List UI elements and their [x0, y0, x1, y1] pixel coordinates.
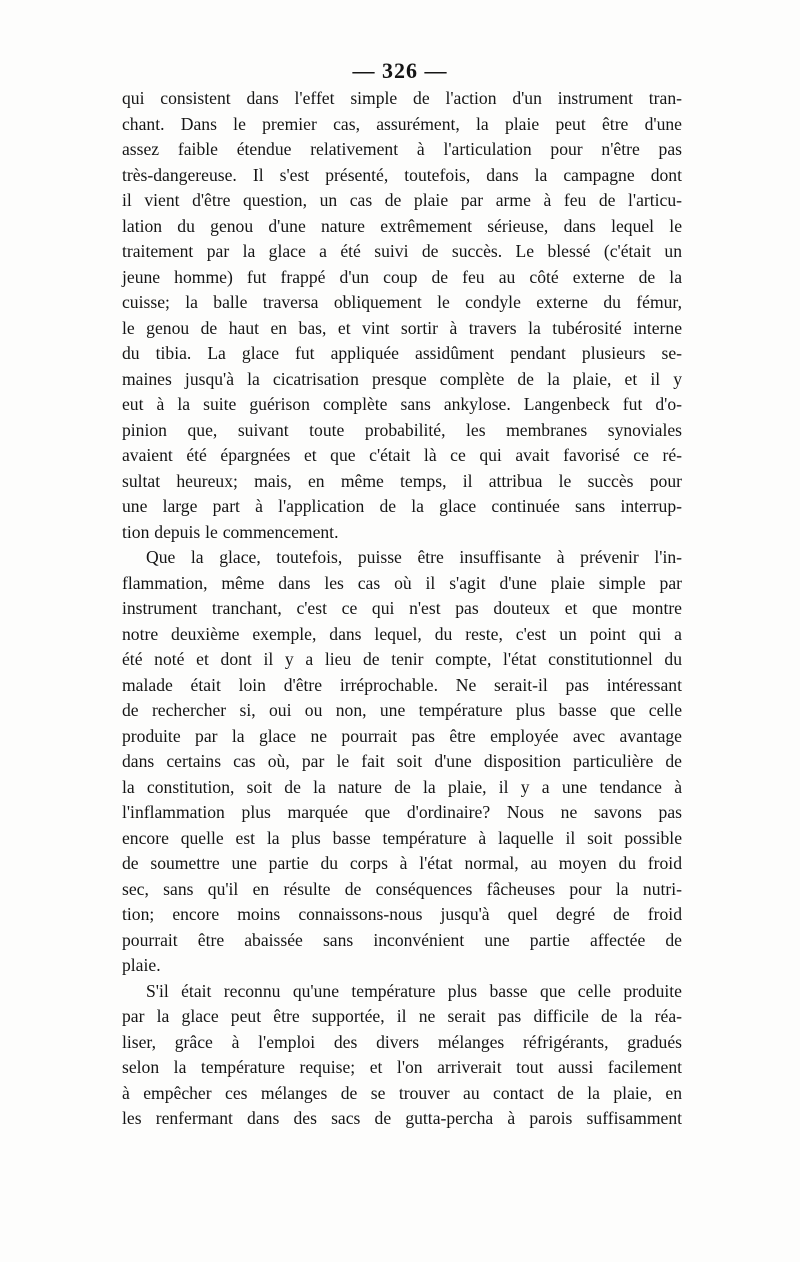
text-line: selon la température requise; et l'on arriverait tout aussi facilement: [122, 1057, 682, 1077]
text-line: chant. Dans le premier cas, assurément, la plaie peut être d'une: [122, 113, 682, 134]
text-line: eut à la suite guérison complète sans ankylose. Langenbeck fut d'o-: [122, 394, 682, 414]
text-line: tion; encore moins connaissons-nous jusqu'à quel degré de froid: [122, 904, 682, 924]
text-line: flammation, même dans les cas où il s'agit d'une plaie simple par: [122, 572, 682, 593]
page-number: — 326 —: [352, 58, 448, 83]
text-line: notre deuxième exemple, dans lequel, du reste, c'est un point qui a: [122, 623, 682, 644]
text-line: de rechercher si, oui ou non, une température plus basse que celle: [122, 700, 682, 720]
paragraph-2: [122, 545, 682, 979]
text-line: liser, grâce à l'emploi des divers mélanges réfrigérants, gradués: [122, 1031, 682, 1052]
text-line: cuisse; la balle traversa obliquement le condyle externe du fémur,: [122, 292, 682, 312]
paragraph-3: [122, 979, 682, 1132]
text-line: une large part à l'application de la glace continuée sans interrup-: [122, 496, 682, 516]
text-line: produite par la glace ne pourrait pas être employée avec avantage: [122, 725, 682, 746]
text-line: pinion que, suivant toute probabilité, les membranes synoviales: [122, 419, 682, 440]
text-line: malade était loin d'être irréprochable. Ne serait-il pas intéressant: [122, 674, 682, 695]
text-line: sec, sans qu'il en résulte de conséquences fâcheuses pour la nutri-: [122, 878, 682, 899]
body-text: [122, 86, 682, 1132]
text-line: plaie.: [122, 955, 161, 975]
text-line: il vient d'être question, un cas de plaie par arme à feu de l'articu-: [122, 190, 682, 210]
text-line: lation du genou d'une nature extrêmement sérieuse, dans lequel le: [122, 215, 682, 236]
text-line: assez faible étendue relativement à l'articulation pour n'être pas: [122, 139, 682, 159]
text-line: S'il était reconnu qu'une température plus basse que celle produite: [146, 980, 682, 1001]
text-line: traitement par la glace a été suivi de succès. Le blessé (c'était un: [122, 241, 682, 261]
text-line: qui consistent dans l'effet simple de l'action d'un instrument tran-: [122, 88, 682, 108]
text-line: jeune homme) fut frappé d'un coup de feu au côté externe de la: [122, 266, 682, 287]
text-line: le genou de haut en bas, et vint sortir à travers la tubérosité interne: [122, 317, 682, 338]
text-line: avaient été épargnées et que c'était là ce qui avait favorisé ce ré-: [122, 445, 682, 465]
text-line: l'inflammation plus marquée que d'ordinaire? Nous ne savons pas: [122, 802, 682, 822]
text-line: instrument tranchant, c'est ce qui n'est pas douteux et que montre: [122, 598, 682, 618]
text-line: été noté et dont il y a lieu de tenir compte, l'état constitutionnel du: [122, 649, 682, 669]
text-line: encore quelle est la plus basse température à laquelle il soit possible: [122, 827, 682, 848]
text-line: tion depuis le commencement.: [122, 521, 339, 542]
text-line: de soumettre une partie du corps à l'état normal, au moyen du froid: [122, 853, 682, 873]
text-line: par la glace peut être supportée, il ne serait pas difficile de la réa-: [122, 1006, 682, 1026]
text-line: du tibia. La glace fut appliquée assidûment pendant plusieurs se-: [122, 343, 682, 363]
text-line: les renfermant dans des sacs de gutta-percha à parois suffisamment: [122, 1108, 682, 1128]
text-line: maines jusqu'à la cicatrisation presque complète de la plaie, et il y: [122, 368, 682, 389]
text-line: à empêcher ces mélanges de se trouver au contact de la plaie, en: [122, 1082, 682, 1103]
text-line: Que la glace, toutefois, puisse être insuffisante à prévenir l'in-: [146, 547, 682, 567]
text-line: pourrait être abaissée sans inconvénient une partie affectée de: [122, 929, 682, 950]
text-line: sultat heureux; mais, en même temps, il attribua le succès pour: [122, 470, 682, 491]
paragraph-1: [122, 86, 682, 545]
text-line: la constitution, soit de la nature de la plaie, il y a une tendance à: [122, 776, 682, 797]
text-line: très-dangereuse. Il s'est présenté, toutefois, dans la campagne dont: [122, 164, 682, 185]
text-line: dans certains cas où, par le fait soit d'une disposition particulière de: [122, 751, 682, 771]
